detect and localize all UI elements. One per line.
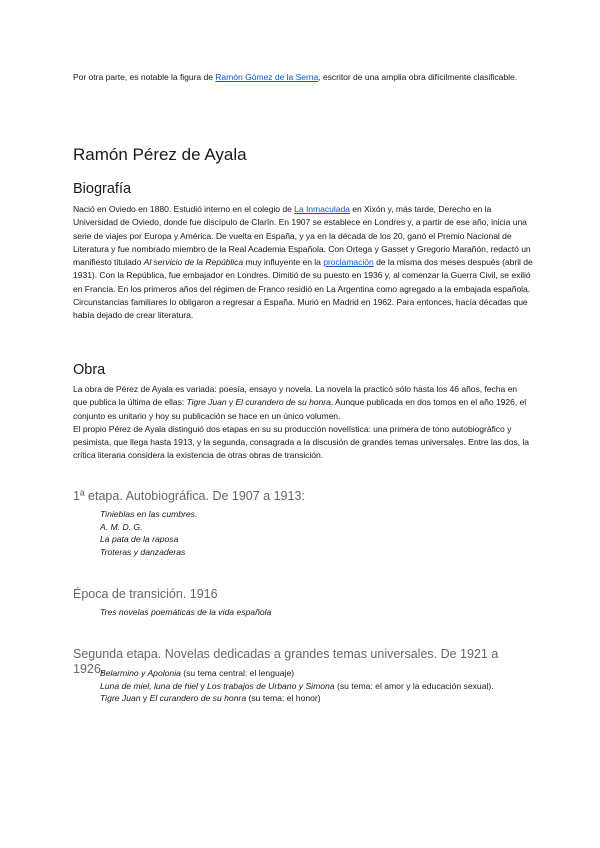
conjunction: y [140,693,150,703]
work-title: Los trabajos de Urbano y Simona [207,680,335,691]
biografia-text-2: en Xixón y, más tarde, Derecho en la Universidad de Oviedo, donde fue discípulo de Clarín. En 1907 se establece en Londres y, a partir de ese año, inicia una serie de viajes por Europa y América. De vuelta en España, y ya en la década de los 20, ganó el Premio Nacional de Literatura y fue nombrado miembro de la Real Academia Española. Con Ortega y Gasset y Gregorio Marañón, redactó un manifiesto titulado [73,204,531,268]
list-item [100,521,560,534]
heading-etapa-1: 1ª etapa. Autobiográfica. De 1907 a 1913: [73,489,305,503]
etapa-1-works-list [73,508,560,558]
work-title: El curandero de su honra [149,693,247,703]
obra-text-2: y [226,397,236,408]
intro-text-end: , escritor de una amplia obra difícilmente clasificable. [318,72,518,82]
biografia-text-1: Nació en Oviedo en 1880. Estudió interno en el colegio de [73,204,295,214]
list-item [100,680,560,693]
heading-biografia: Biografía [73,181,132,197]
heading-obra: Obra [73,362,106,378]
list-item [100,667,560,680]
work-title: La pata de la raposa [100,534,179,544]
work-title: Tres novelas poemáticas de la vida española [100,607,272,617]
list-item [100,533,560,546]
biografia-text-3: muy influyente en la [243,257,324,268]
intro-text-start: Por otra parte, es notable la figura de [73,72,216,82]
obra-work-curandero: El curandero de su honra [235,397,331,408]
obra-paragraph-2: El propio Pérez de Ayala distinguió dos etapas en su su producción novelística: una primera de tono autobiográfico y pesimista, que llega hasta 1913, y la segunda, consagrada a la discusión de grandes temas universales. Entre las dos, la crítica literaria considera la existencia de otras obras de transición. [73,423,529,461]
list-item [100,546,560,559]
biografia-paragraph [73,203,533,323]
work-theme: (su tema: el amor y la educación sexual). [334,680,494,691]
work-title: Tigre Juan [100,693,141,703]
intro-paragraph [73,71,533,84]
page-title: Ramón Pérez de Ayala [73,145,247,164]
obra-paragraph-1 [73,383,533,423]
work-title: Luna de miel, luna de hiel [100,680,198,691]
list-item [100,692,560,705]
heading-etapa-2: Segunda etapa. Novelas dedicadas a grandes temas universales. De 1921 a 1926. [73,647,499,676]
obra-section [73,383,533,463]
link-proclamacion[interactable]: proclamación [323,257,374,268]
obra-text-1: La obra de Pérez de Ayala es variada: poesía, ensayo y novela. La novela la practicó sólo hasta los 46 años, fecha en que publica la última de ellas: [73,384,518,408]
biografia-text-4: de la misma dos meses después (abril de 1931). Con la República, fue embajador en Londres. Dimitió de su puesto en 1936 y, al comenzar la Guerra Civil, se exilió en Francia. En los primeros años del régimen de Franco residió en La Argentina como agregado a la embajada española. Circunstancias familiares lo obligaron a regresar a España. Murió en Madrid en 1962. Para entonces, hacía décadas que había dejado de crear literatura. [73,257,533,321]
conjunction: y [197,680,208,691]
etapa-2-works-list [73,667,560,705]
link-ramon-gomez-de-la-serna[interactable]: Ramón Gómez de la Serna [215,72,319,82]
work-title: Tinieblas en las cumbres. [100,509,198,519]
list-item [100,606,560,619]
list-item [100,508,560,521]
work-title: Troteras y danzaderas [100,546,186,557]
work-title: Belarmino y Apolonia [100,668,181,678]
obra-work-tigre-juan: Tigre Juan [186,397,227,408]
transicion-works-list [73,606,560,619]
obra-text-3: . Aunque publicada en dos tomos en el año 1926, el conjunto es unitario y hoy su publicación se hace en un único volumen. [73,397,527,421]
heading-transicion: Época de transición. 1916 [73,587,218,601]
work-theme: (su tema central: el lenguaje) [180,668,295,678]
work-title: A. M. D. G. [100,521,143,532]
link-la-inmaculada[interactable]: La Inmaculada [294,204,350,214]
work-theme: (su tema: el honor) [246,693,321,703]
biografia-manifesto-title: Al servicio de la República [143,257,244,268]
